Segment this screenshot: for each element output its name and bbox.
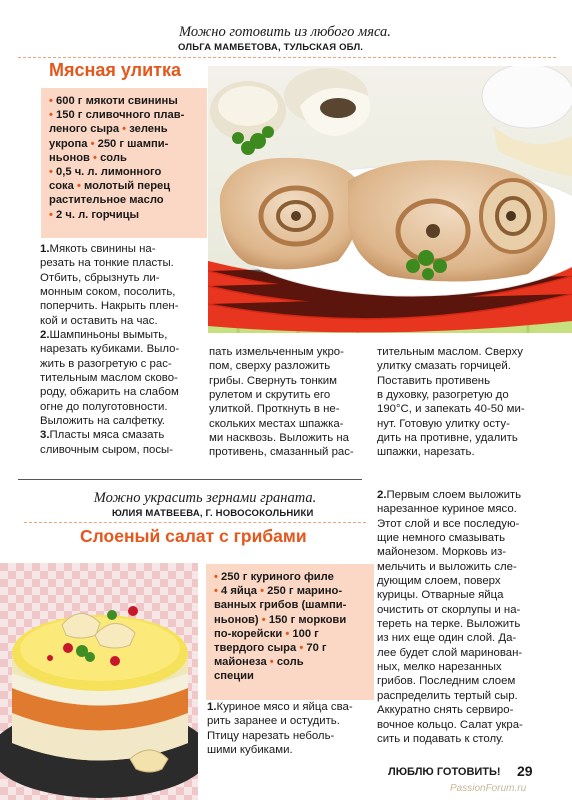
ingredient-line: по-корейски • 100 г [214, 627, 319, 640]
ingredient-line: ньонов) • 150 г моркови [214, 613, 347, 626]
recipe1-step-column-1 [40, 242, 202, 457]
text-line: 190°С, и запекать 40-50 ми- [377, 403, 525, 416]
text-line: очистить от скорлупы и на- [377, 603, 521, 616]
text-line: в духовку, разогретую до [377, 389, 509, 402]
watermark: PassionForum.ru [450, 783, 527, 794]
text-line: грибов. Последним слоем [377, 675, 516, 688]
text-line: жить в разогретую с рас- [40, 357, 172, 370]
text-line: дующим слоем, поверх [377, 575, 501, 588]
ingredient-line: майонеза • соль [214, 656, 304, 669]
text-line: роду, обжарить на слабом [40, 386, 179, 399]
text-line: тительным маслом сково- [40, 372, 178, 385]
ingredient-list [214, 570, 366, 684]
text-line: Поставить противень [377, 374, 491, 387]
text-line: скольких местах шпажка- [209, 417, 344, 430]
ingredient-line: • 2 ч. л. горчицы [49, 208, 140, 221]
ingredient-line: • 4 яйца • 250 г марино- [214, 585, 343, 598]
magazine-name: ЛЮБЛЮ ГОТОВИТЬ! [388, 766, 501, 778]
text-line: грибы. Свернуть тонким [209, 374, 337, 387]
recipe2-subtitle: Можно украсить зернами граната. [93, 490, 317, 506]
text-line: лее будет слой маринован- [377, 646, 523, 659]
ingredient-line: специи [214, 670, 254, 683]
text-line: огне до полуготовности. [40, 400, 168, 413]
divider-dashed [18, 57, 556, 58]
ingredient-line: твердого сыра • 70 г [214, 642, 327, 655]
text-line: ных, мелко нарезанных [377, 661, 502, 674]
recipe1-author: ОЛЬГА МАМБЕТОВА, ТУЛЬСКАЯ ОБЛ. [178, 42, 364, 53]
ingredient-line: сока • молотый перец [49, 180, 171, 193]
text-line: из них еще один слой. Да- [377, 632, 517, 645]
text-line: 2.Шампиньоны вымыть, [40, 329, 168, 342]
text-line: 1.Куриное мясо и яйца сва- [207, 701, 353, 713]
ingredient-line: ванных грибов (шампи- [214, 599, 347, 612]
text-line: ми насквозь. Выложить на [209, 432, 349, 445]
recipe2-step-column-1 [207, 700, 367, 757]
recipe1-step-column-3 [377, 345, 547, 460]
text-line: резать на тонкие пласты. [40, 257, 174, 270]
text-line: нут. Готовую улитку осту- [377, 417, 510, 430]
text-line: тереть на терке. Выложить [377, 618, 521, 631]
ingredient-line: • 250 г куриного филе [214, 571, 334, 583]
ingredient-line: ньонов • соль [49, 151, 127, 164]
recipe1-subtitle: Можно готовить из любого мяса. [179, 24, 391, 40]
recipe2-title: Слоеный салат с грибами [80, 526, 307, 546]
text-line: кой и оставить на час. [40, 314, 158, 327]
text-line: Выложить на салфетку. [40, 415, 165, 428]
ingredient-line: • 150 г сливочного плав- [49, 109, 185, 122]
text-line: 2.Первым слоем выложить [377, 489, 522, 501]
text-line: Аккуратно снять сервиро- [377, 704, 514, 717]
text-line: 3.Пласты мяса смазать [40, 429, 165, 442]
meat-roll-photo [208, 66, 572, 333]
text-line: монным соком, посолить, [40, 286, 176, 299]
layered-salad-photo [0, 563, 198, 800]
text-line: тительным маслом. Сверху [377, 346, 523, 358]
text-line: рулетом и скрутить его [209, 389, 331, 402]
recipe1-ingredients [41, 88, 207, 238]
text-line: дить на противне, удалить [377, 432, 518, 445]
text-line: поперчить. Накрыть плен- [40, 300, 179, 313]
text-line: нарезать кубиками. Выло- [40, 343, 180, 356]
text-line: рить заранее и остудить. [207, 715, 340, 728]
text-line: сить и подавать к столу. [377, 732, 504, 745]
ingredient-line: растительное масло [49, 194, 164, 207]
text-line: мельчить и выложить сле- [377, 560, 517, 573]
text-line: вочное кольцо. Салат укра- [377, 718, 523, 731]
ingredient-line: • 0,5 ч. л. лимонного [49, 166, 162, 179]
recipe2-author: ЮЛИЯ МАТВЕЕВА, Г. НОВОСОКОЛЬНИКИ [112, 508, 314, 519]
recipe1-title: Мясная улитка [49, 60, 182, 80]
text-line: улиткой. Проткнуть в не- [209, 403, 340, 416]
text-line: сливочным сыром, посы- [40, 443, 174, 456]
text-line: курицы. Отварные яйца [377, 589, 504, 602]
ingredient-list [49, 94, 199, 222]
text-line: пом, сверху разложить [209, 360, 331, 373]
text-line: майонезом. Морковь из- [377, 546, 507, 559]
text-line: 1.Мякоть свинины на- [40, 243, 156, 255]
recipe1-step-column-2 [209, 345, 369, 460]
divider-line [18, 479, 362, 480]
text-line: шпажки, нарезать. [377, 446, 475, 459]
ingredient-line: • 600 г мякоти свинины [49, 95, 178, 107]
text-line: распределить тертый сыр. [377, 689, 518, 702]
text-line: Отбить, сбрызнуть ли- [40, 271, 160, 284]
text-line: шими кубиками. [207, 744, 293, 757]
text-line: пать измельченным укро- [209, 346, 344, 358]
ingredient-line: леного сыра • зелень [49, 123, 168, 136]
page-number: 29 [517, 763, 533, 779]
recipe2-ingredients [206, 564, 374, 700]
text-line: улитку смазать горчицей. [377, 360, 511, 373]
divider-dashed [24, 522, 366, 523]
text-line: Птицу нарезать неболь- [207, 729, 335, 742]
recipe2-step-column-2 [377, 488, 547, 746]
text-line: нарезанное куриное мясо. [377, 503, 517, 516]
text-line: щие немного смазывать [377, 532, 506, 545]
ingredient-line: укропа • 250 г шампи- [49, 137, 169, 150]
text-line: противень, смазанный рас- [209, 446, 354, 459]
text-line: Этот слой и все последую- [377, 517, 520, 530]
